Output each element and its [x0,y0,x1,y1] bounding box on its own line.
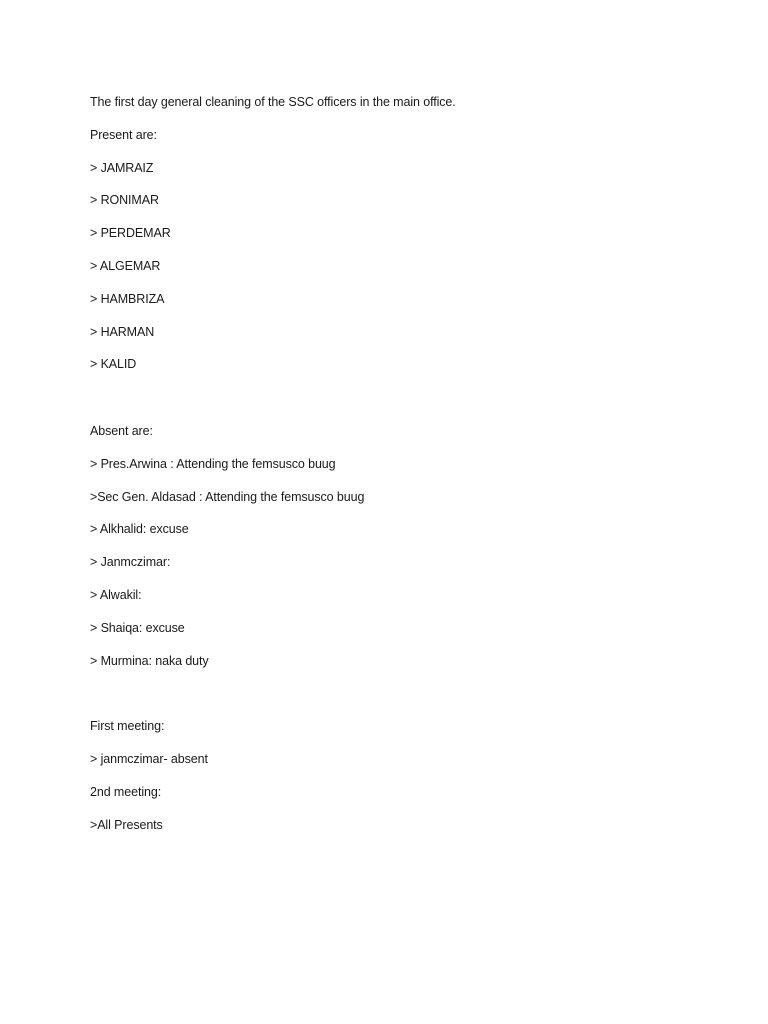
second-meeting-item: >All Presents [90,818,163,832]
absent-item: > Janmczimar: [90,555,171,569]
absent-item: > Alwakil: [90,588,142,602]
absent-item: > Alkhalid: excuse [90,522,189,536]
absent-item: >Sec Gen. Aldasad : Attending the femsusco buug [90,490,365,504]
present-heading: Present are: [90,128,157,142]
absent-item: > Shaiqa: excuse [90,621,185,635]
present-item: > HAMBRIZA [90,292,165,306]
present-item: > PERDEMAR [90,226,171,240]
absent-heading: Absent are: [90,424,153,438]
first-meeting-heading: First meeting: [90,719,165,733]
first-meeting-item: > janmczimar- absent [90,752,208,766]
present-item: > JAMRAIZ [90,161,154,175]
present-item: > HARMAN [90,325,155,339]
present-item: > RONIMAR [90,193,159,207]
absent-item: > Murmina: naka duty [90,654,209,668]
absent-item: > Pres.Arwina : Attending the femsusco buug [90,457,336,471]
intro-text: The first day general cleaning of the SSC officers in the main office. [90,95,456,109]
second-meeting-heading: 2nd meeting: [90,785,162,799]
present-item: > ALGEMAR [90,259,161,273]
present-item: > KALID [90,357,137,371]
